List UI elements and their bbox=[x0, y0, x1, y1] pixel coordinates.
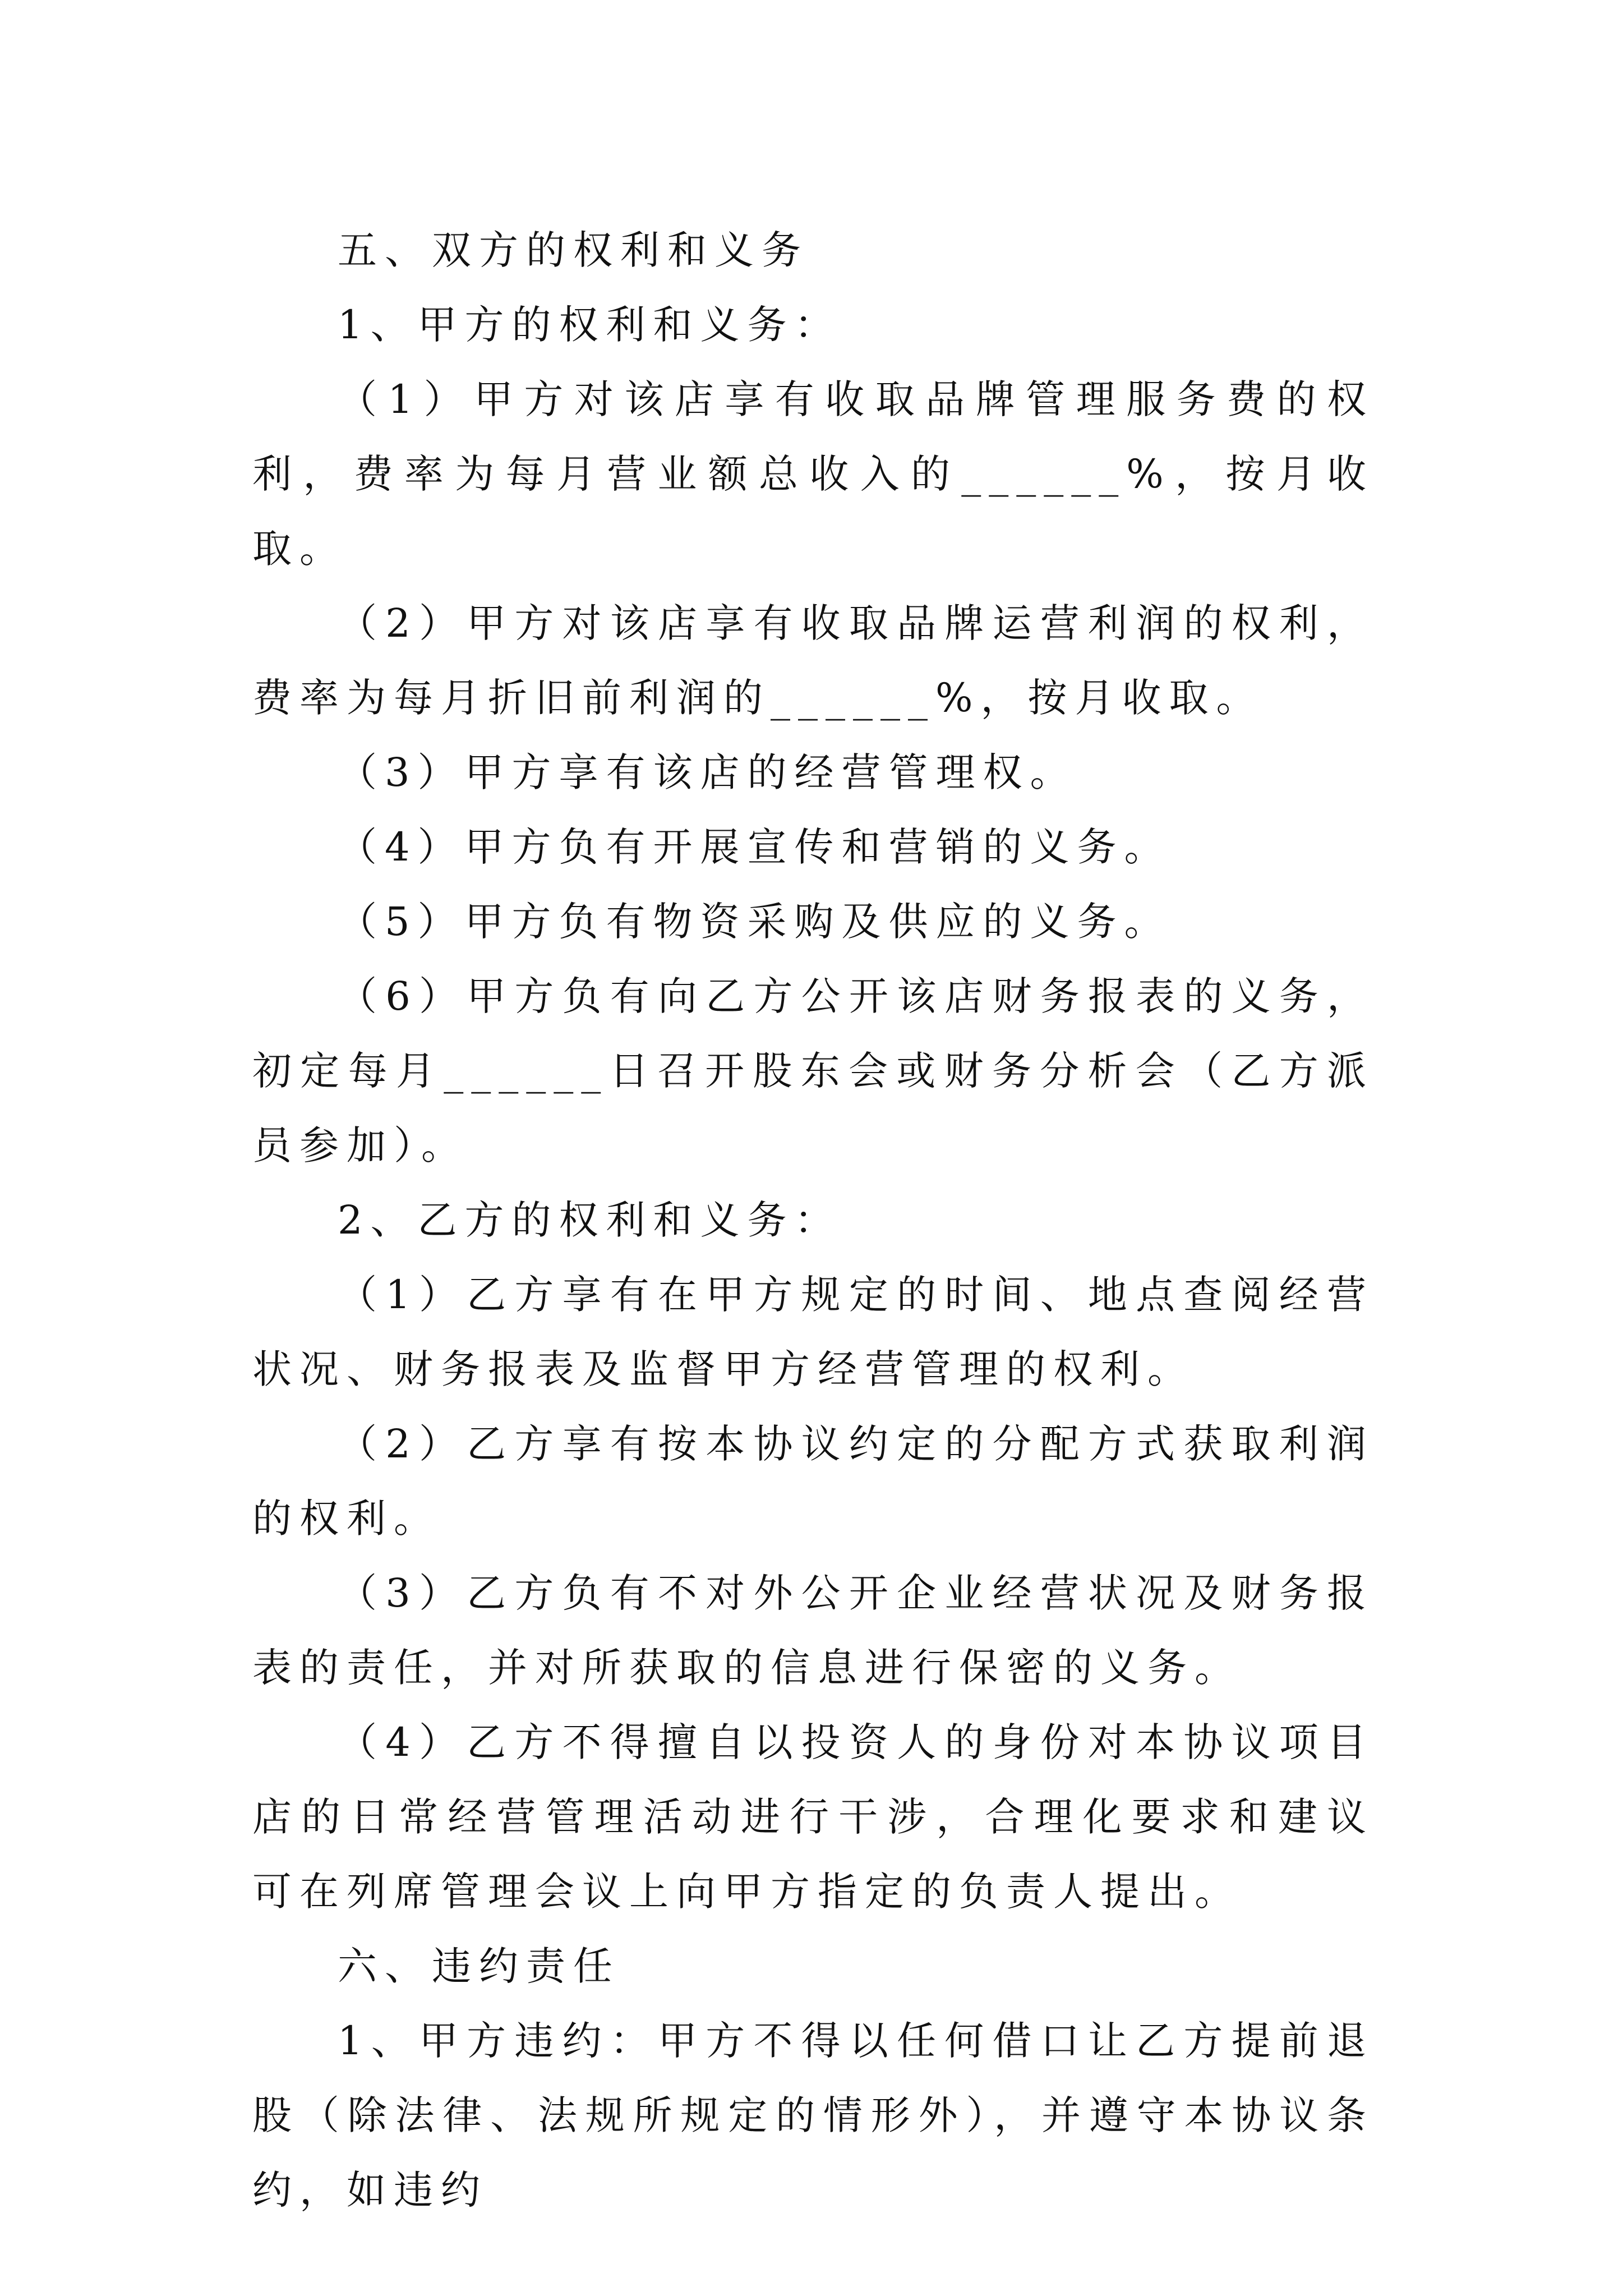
subsection-heading-party-b: 2、乙方的权利和义务： bbox=[338, 1197, 842, 1243]
clause-a-6: （6）甲方负有向乙方公开该店财务报表的义务，初定每月______日召开股东会或财务分析会（乙方派员参加）。 bbox=[252, 973, 1374, 1168]
section-heading-rights-obligations: 五、双方的权利和义务 bbox=[338, 227, 809, 273]
clause-b-1: （1）乙方享有在甲方规定的时间、地点查阅经营状况、财务报表及监督甲方经营管理的权利。 bbox=[252, 1272, 1374, 1392]
clause-liability-1: 1、甲方违约：甲方不得以任何借口让乙方提前退股（除法律、法规所规定的情形外），并遵守本协议条约，如违约 bbox=[252, 2018, 1374, 2213]
subsection-heading-party-a: 1、甲方的权利和义务： bbox=[338, 302, 842, 348]
clause-a-1: （1）甲方对该店享有收取品牌管理服务费的权利，费率为每月营业额总收入的______%，按月收取。 bbox=[252, 376, 1374, 572]
clause-a-5: （5）甲方负有物资采购及供应的义务。 bbox=[338, 899, 1172, 945]
clause-a-2: （2）甲方对该店享有收取品牌运营利润的权利，费率为每月折旧前利润的______%，按月收取。 bbox=[252, 600, 1374, 721]
clause-a-4: （4）甲方负有开展宣传和营销的义务。 bbox=[338, 824, 1172, 870]
section-heading-liability: 六、违约责任 bbox=[338, 1943, 620, 1989]
clause-b-3: （3）乙方负有不对外公开企业经营状况及财务报表的责任，并对所获取的信息进行保密的义务。 bbox=[252, 1570, 1374, 1691]
clause-a-3: （3）甲方享有该店的经营管理权。 bbox=[338, 749, 1077, 795]
clause-b-2: （2）乙方享有按本协议约定的分配方式获取利润的权利。 bbox=[252, 1421, 1374, 1542]
document-body bbox=[252, 213, 1374, 2228]
clause-b-4: （4）乙方不得擅自以投资人的身份对本协议项目店的日常经营管理活动进行干涉，合理化要求和建议可在列席管理会议上向甲方指定的负责人提出。 bbox=[252, 1719, 1374, 1915]
